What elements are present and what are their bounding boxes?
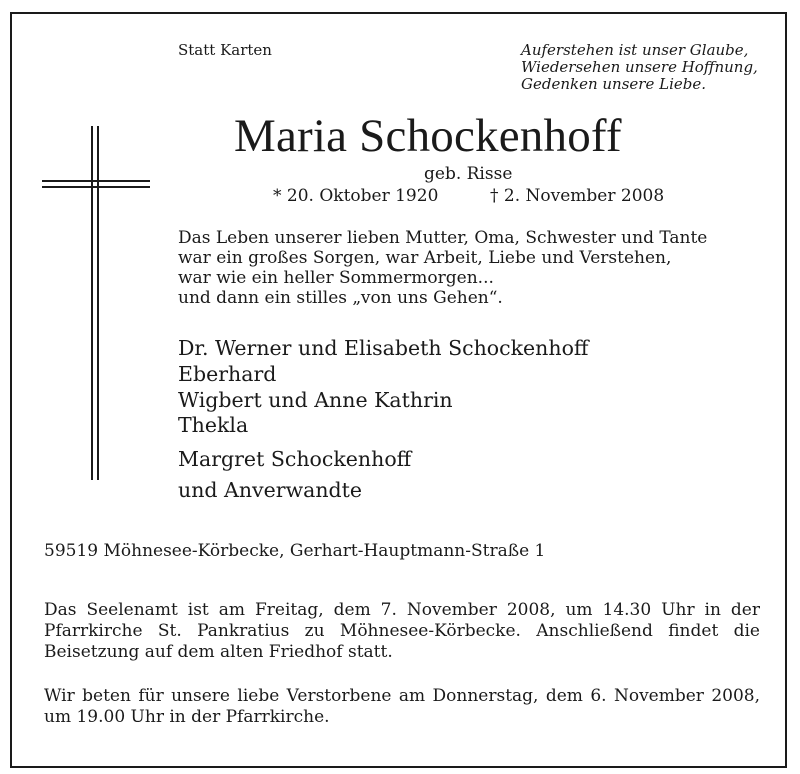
birth-date: * 20. Oktober 1920	[273, 186, 439, 206]
mourner-4: Thekla	[178, 413, 249, 437]
mourner-3: Wigbert und Anne Kathrin	[178, 388, 453, 412]
prayer-notice: Wir beten für unsere liebe Verstorbene am Donnerstag, dem 6. November 2008, um 19.00 Uhr in der Pfarrkirche.	[44, 686, 760, 727]
cross-icon	[40, 124, 154, 484]
motto-line-1: Auferstehen ist unser Glaube,	[521, 41, 749, 59]
motto-line-2: Wiedersehen unsere Hoffnung,	[521, 58, 758, 76]
motto-line-3: Gedenken unsere Liebe.	[521, 75, 706, 93]
mourner-2: Eberhard	[178, 362, 277, 386]
statt-karten-label: Statt Karten	[178, 41, 272, 59]
maiden-name: geb. Risse	[424, 164, 513, 184]
poem-block	[178, 228, 707, 308]
mourner-6: und Anverwandte	[178, 478, 363, 502]
poem-line-3: war wie ein heller Sommermorgen...	[178, 268, 494, 288]
poem-line-4: und dann ein stilles „von uns Gehen“.	[178, 288, 503, 308]
service-notice: Das Seelenamt ist am Freitag, dem 7. November 2008, um 14.30 Uhr in der Pfarrkirche St. Pankratius zu Möhnesee-Körbecke. Anschließend findet die Beisetzung auf dem alten Friedhof statt.	[44, 600, 760, 662]
mourner-1: Dr. Werner und Elisabeth Schockenhoff	[178, 336, 589, 360]
death-date: † 2. November 2008	[490, 186, 665, 206]
address: 59519 Möhnesee-Körbecke, Gerhart-Hauptmann-Straße 1	[44, 541, 546, 561]
poem-line-1: Das Leben unserer lieben Mutter, Oma, Schwester und Tante	[178, 228, 708, 248]
deceased-name: Maria Schockenhoff	[234, 110, 622, 162]
mourner-5: Margret Schockenhoff	[178, 447, 412, 471]
poem-line-2: war ein großes Sorgen, war Arbeit, Liebe und Verstehen,	[178, 248, 672, 268]
motto-block	[521, 42, 758, 93]
